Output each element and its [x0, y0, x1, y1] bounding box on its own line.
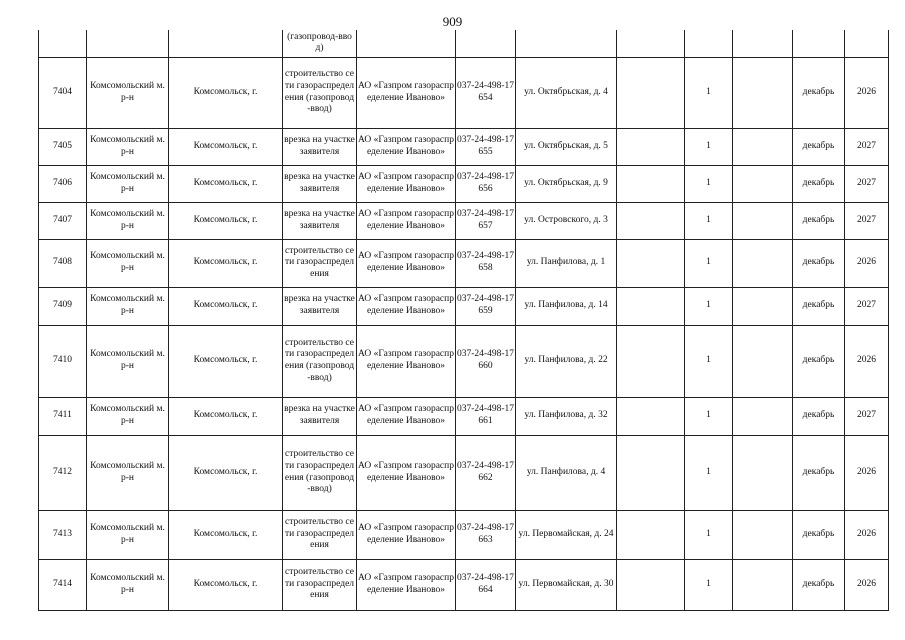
cell-district: Комсомольский м.р-н — [87, 397, 169, 435]
cell-quantity: 1 — [685, 202, 733, 239]
cell-empty — [733, 30, 793, 57]
cell-number: 7408 — [39, 239, 87, 287]
cell-address: ул. Панфилова, д. 4 — [516, 435, 617, 510]
cell-district: Комсомольский м.р-н — [87, 325, 169, 397]
cell-month: декабрь — [793, 510, 845, 559]
cell-code: 037-24-498-17656 — [456, 165, 516, 202]
table-row — [39, 325, 889, 397]
cell-empty — [733, 510, 793, 559]
cell-district: Комсомольский м.р-н — [87, 435, 169, 510]
cell-address: ул. Октябрьская, д. 4 — [516, 57, 617, 128]
cell-town: Комсомольск, г. — [169, 287, 283, 325]
cell-town: Комсомольск, г. — [169, 239, 283, 287]
cell-year: 2027 — [845, 287, 889, 325]
cell-quantity: 1 — [685, 165, 733, 202]
cell-district: Комсомольский м.р-н — [87, 239, 169, 287]
cell-quantity: 1 — [685, 128, 733, 165]
table-row — [39, 435, 889, 510]
cell-address: ул. Октябрьская, д. 5 — [516, 128, 617, 165]
cell-empty — [617, 510, 685, 559]
cell-empty — [733, 57, 793, 128]
cell-town: Комсомольск, г. — [169, 435, 283, 510]
cell-empty — [733, 397, 793, 435]
cell-empty — [733, 559, 793, 610]
cell-number: 7411 — [39, 397, 87, 435]
cell-organization: АО «Газпром газораспределение Иваново» — [357, 397, 456, 435]
cell-empty — [617, 165, 685, 202]
cell-year: 2026 — [845, 325, 889, 397]
cell-town — [169, 30, 283, 57]
cell-work-type: строительство сети газораспределения (газопровод-ввод) — [283, 325, 357, 397]
cell-work-type: строительство сети газораспределения — [283, 239, 357, 287]
cell-month: декабрь — [793, 239, 845, 287]
cell-work-type: строительство сети газораспределения (газопровод-ввод) — [283, 57, 357, 128]
cell-organization: АО «Газпром газораспределение Иваново» — [357, 128, 456, 165]
cell-year: 2026 — [845, 559, 889, 610]
cell-number: 7407 — [39, 202, 87, 239]
cell-work-type: строительство сети газораспределения — [283, 510, 357, 559]
cell-year: 2026 — [845, 510, 889, 559]
cell-quantity: 1 — [685, 559, 733, 610]
cell-town: Комсомольск, г. — [169, 510, 283, 559]
cell-quantity: 1 — [685, 435, 733, 510]
cell-empty — [733, 325, 793, 397]
cell-quantity: 1 — [685, 510, 733, 559]
cell-empty — [617, 239, 685, 287]
cell-empty — [617, 287, 685, 325]
cell-empty — [733, 435, 793, 510]
cell-code: 037-24-498-17657 — [456, 202, 516, 239]
table-row — [39, 397, 889, 435]
cell-empty — [733, 128, 793, 165]
cell-code: 037-24-498-17662 — [456, 435, 516, 510]
cell-number: 7413 — [39, 510, 87, 559]
cell-quantity — [685, 30, 733, 57]
cell-address: ул. Октябрьская, д. 9 — [516, 165, 617, 202]
table-row — [39, 165, 889, 202]
cell-organization: АО «Газпром газораспределение Иваново» — [357, 287, 456, 325]
cell-town: Комсомольск, г. — [169, 128, 283, 165]
cell-code: 037-24-498-17663 — [456, 510, 516, 559]
cell-address: ул. Панфилова, д. 1 — [516, 239, 617, 287]
table-row — [39, 128, 889, 165]
cell-year: 2027 — [845, 202, 889, 239]
cell-address: ул. Панфилова, д. 22 — [516, 325, 617, 397]
cell-district: Комсомольский м.р-н — [87, 57, 169, 128]
cell-year: 2027 — [845, 397, 889, 435]
cell-month: декабрь — [793, 397, 845, 435]
cell-empty — [617, 559, 685, 610]
cell-year: 2026 — [845, 57, 889, 128]
cell-work-type: врезка на участке заявителя — [283, 397, 357, 435]
cell-organization: АО «Газпром газораспределение Иваново» — [357, 559, 456, 610]
cell-address: ул. Островского, д. 3 — [516, 202, 617, 239]
cell-organization: АО «Газпром газораспределение Иваново» — [357, 325, 456, 397]
cell-organization: АО «Газпром газораспределение Иваново» — [357, 202, 456, 239]
table-row — [39, 30, 889, 57]
cell-empty — [733, 287, 793, 325]
cell-organization: АО «Газпром газораспределение Иваново» — [357, 435, 456, 510]
cell-town: Комсомольск, г. — [169, 57, 283, 128]
cell-organization: АО «Газпром газораспределение Иваново» — [357, 165, 456, 202]
table-row — [39, 559, 889, 610]
cell-month: декабрь — [793, 559, 845, 610]
cell-code: 037-24-498-17659 — [456, 287, 516, 325]
cell-quantity: 1 — [685, 397, 733, 435]
gas-connection-table — [38, 30, 889, 611]
cell-town: Комсомольск, г. — [169, 397, 283, 435]
cell-number: 7405 — [39, 128, 87, 165]
cell-number — [39, 30, 87, 57]
table-row — [39, 57, 889, 128]
cell-empty — [617, 397, 685, 435]
table-row — [39, 287, 889, 325]
cell-work-type: врезка на участке заявителя — [283, 287, 357, 325]
cell-empty — [617, 325, 685, 397]
cell-district: Комсомольский м.р-н — [87, 510, 169, 559]
cell-empty — [617, 128, 685, 165]
cell-code: 037-24-498-17655 — [456, 128, 516, 165]
cell-month: декабрь — [793, 435, 845, 510]
cell-code — [456, 30, 516, 57]
table-row — [39, 239, 889, 287]
cell-address: ул. Панфилова, д. 14 — [516, 287, 617, 325]
cell-year: 2026 — [845, 239, 889, 287]
cell-empty — [733, 239, 793, 287]
cell-empty — [617, 435, 685, 510]
cell-district: Комсомольский м.р-н — [87, 559, 169, 610]
cell-number: 7412 — [39, 435, 87, 510]
table-row — [39, 510, 889, 559]
cell-address: ул. Первомайская, д. 24 — [516, 510, 617, 559]
cell-organization: АО «Газпром газораспределение Иваново» — [357, 239, 456, 287]
cell-quantity: 1 — [685, 57, 733, 128]
cell-address: ул. Первомайская, д. 30 — [516, 559, 617, 610]
cell-code: 037-24-498-17664 — [456, 559, 516, 610]
cell-district: Комсомольский м.р-н — [87, 165, 169, 202]
cell-code: 037-24-498-17654 — [456, 57, 516, 128]
cell-number: 7414 — [39, 559, 87, 610]
table-row — [39, 202, 889, 239]
cell-organization: АО «Газпром газораспределение Иваново» — [357, 510, 456, 559]
cell-work-type: врезка на участке заявителя — [283, 165, 357, 202]
cell-number: 7410 — [39, 325, 87, 397]
cell-work-type: врезка на участке заявителя — [283, 128, 357, 165]
cell-quantity: 1 — [685, 287, 733, 325]
cell-number: 7404 — [39, 57, 87, 128]
cell-month: декабрь — [793, 128, 845, 165]
cell-district: Комсомольский м.р-н — [87, 128, 169, 165]
cell-year: 2027 — [845, 165, 889, 202]
cell-address: ул. Панфилова, д. 32 — [516, 397, 617, 435]
cell-number: 7406 — [39, 165, 87, 202]
cell-empty — [733, 165, 793, 202]
cell-address — [516, 30, 617, 57]
cell-district: Комсомольский м.р-н — [87, 202, 169, 239]
cell-work-type: (газопровод-ввод) — [283, 30, 357, 57]
cell-empty — [733, 202, 793, 239]
cell-town: Комсомольск, г. — [169, 202, 283, 239]
cell-empty — [617, 202, 685, 239]
cell-town: Комсомольск, г. — [169, 325, 283, 397]
cell-month: декабрь — [793, 287, 845, 325]
cell-empty — [617, 30, 685, 57]
cell-number: 7409 — [39, 287, 87, 325]
cell-quantity: 1 — [685, 239, 733, 287]
cell-code: 037-24-498-17658 — [456, 239, 516, 287]
page-number: 909 — [442, 14, 463, 29]
cell-district — [87, 30, 169, 57]
cell-quantity: 1 — [685, 325, 733, 397]
cell-district: Комсомольский м.р-н — [87, 287, 169, 325]
cell-year — [845, 30, 889, 57]
cell-month: декабрь — [793, 165, 845, 202]
cell-empty — [617, 57, 685, 128]
cell-town: Комсомольск, г. — [169, 165, 283, 202]
cell-work-type: строительство сети газораспределения (газопровод-ввод) — [283, 435, 357, 510]
cell-code: 037-24-498-17660 — [456, 325, 516, 397]
cell-month: декабрь — [793, 325, 845, 397]
cell-year: 2026 — [845, 435, 889, 510]
cell-work-type: врезка на участке заявителя — [283, 202, 357, 239]
cell-work-type: строительство сети газораспределения — [283, 559, 357, 610]
cell-town: Комсомольск, г. — [169, 559, 283, 610]
cell-year: 2027 — [845, 128, 889, 165]
cell-organization — [357, 30, 456, 57]
cell-month — [793, 30, 845, 57]
cell-month: декабрь — [793, 202, 845, 239]
cell-month: декабрь — [793, 57, 845, 128]
cell-code: 037-24-498-17661 — [456, 397, 516, 435]
cell-organization: АО «Газпром газораспределение Иваново» — [357, 57, 456, 128]
